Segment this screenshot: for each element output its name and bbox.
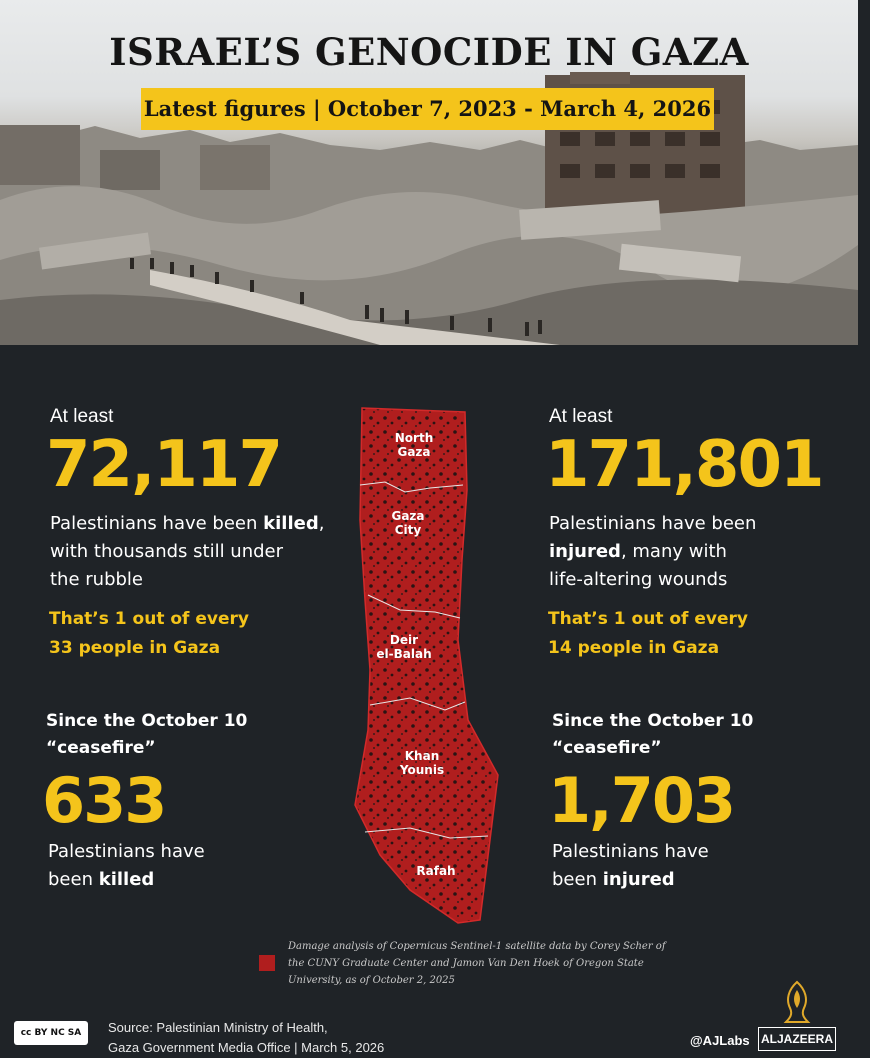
ceasefire-killed-line1: Palestinians have: [48, 841, 205, 862]
ceasefire-injured-emphasis: injured: [602, 869, 675, 890]
ceasefire-injured-heading: [552, 708, 753, 762]
edge-strip: [858, 0, 870, 345]
damage-legend-text: Damage analysis of Copernicus Sentinel-1 satellite data by Corey Scher of the CUNY Graduate Center and Jamon Van Den Hoek of Oregon State University, as of October 2, 2025: [288, 941, 666, 986]
gaza-damage-map: [340, 400, 510, 930]
ceasefire-injured-number: 1,703: [548, 764, 735, 837]
source-line2: Gaza Government Media Office | March 5, 2026: [108, 1040, 385, 1055]
killed-prefix: At least: [50, 406, 114, 427]
ceasefire-killed-line2: been: [48, 869, 99, 890]
injured-prefix: At least: [549, 406, 613, 427]
page-title: ISRAEL’S GENOCIDE IN GAZA: [109, 30, 749, 74]
ceasefire-killed-heading-line2: “ceasefire”: [46, 738, 156, 758]
ceasefire-injured-heading-line1: Since the October 10: [552, 711, 754, 731]
injured-desc-line3: life-altering wounds: [549, 569, 728, 590]
ceasefire-killed-number: 633: [42, 764, 166, 837]
injured-desc-line1: Palestinians have been: [549, 513, 757, 534]
ceasefire-killed-emphasis: killed: [98, 869, 155, 890]
killed-ratio-line2: 33 people in Gaza: [49, 638, 221, 658]
ceasefire-killed-description: [48, 838, 205, 894]
injured-ratio: [548, 605, 748, 663]
ceasefire-injured-line1: Palestinians have: [552, 841, 709, 862]
region-deir-el-balah: Deir el-Balah: [376, 633, 432, 661]
injured-ratio-line1: That’s 1 out of every: [548, 609, 748, 629]
source-credit: [108, 1018, 528, 1058]
ceasefire-injured-description: [552, 838, 709, 894]
ceasefire-injured-line2: been: [552, 869, 603, 890]
source-line1: Source: Palestinian Ministry of Health,: [108, 1020, 328, 1035]
gaza-strip-outline: [355, 408, 498, 923]
killed-number: 72,117: [46, 428, 281, 502]
aljazeera-logo-icon: [780, 980, 814, 1026]
cc-label: cc BY NC SA: [20, 1028, 82, 1038]
region-khan-younis: Khan Younis: [399, 749, 445, 777]
ceasefire-killed-heading-line1: Since the October 10: [46, 711, 248, 731]
ajlabs-handle: @AJLabs: [690, 1033, 750, 1048]
killed-desc-line2: with thousands still under: [50, 541, 284, 562]
injured-number: 171,801: [545, 428, 823, 502]
injured-emphasis: injured: [549, 541, 621, 562]
injured-desc-line2: , many with: [620, 541, 727, 562]
killed-description: [50, 510, 350, 594]
killed-emphasis: killed: [263, 513, 319, 534]
date-range-banner: Latest figures | October 7, 2023 - March 4, 2026: [141, 88, 714, 130]
ceasefire-injured-heading-line2: “ceasefire”: [552, 738, 662, 758]
injured-description: [549, 510, 849, 594]
killed-desc-line3: the rubble: [50, 569, 143, 590]
killed-ratio-line1: That’s 1 out of every: [49, 609, 249, 629]
killed-desc-punct: ,: [318, 513, 325, 534]
region-gaza-city: Gaza City: [391, 509, 425, 537]
killed-desc-text: Palestinians have been: [50, 513, 264, 534]
injured-ratio-line2: 14 people in Gaza: [548, 638, 720, 658]
ceasefire-killed-heading: [46, 708, 247, 762]
killed-ratio: [49, 605, 249, 663]
region-north-gaza: North Gaza: [394, 431, 434, 459]
header-photo: [0, 0, 858, 345]
aljazeera-brand: ALJAZEERA: [758, 1027, 836, 1051]
damage-legend-swatch: [259, 955, 275, 971]
creative-commons-icon: [14, 1021, 88, 1045]
region-rafah: Rafah: [416, 864, 456, 878]
